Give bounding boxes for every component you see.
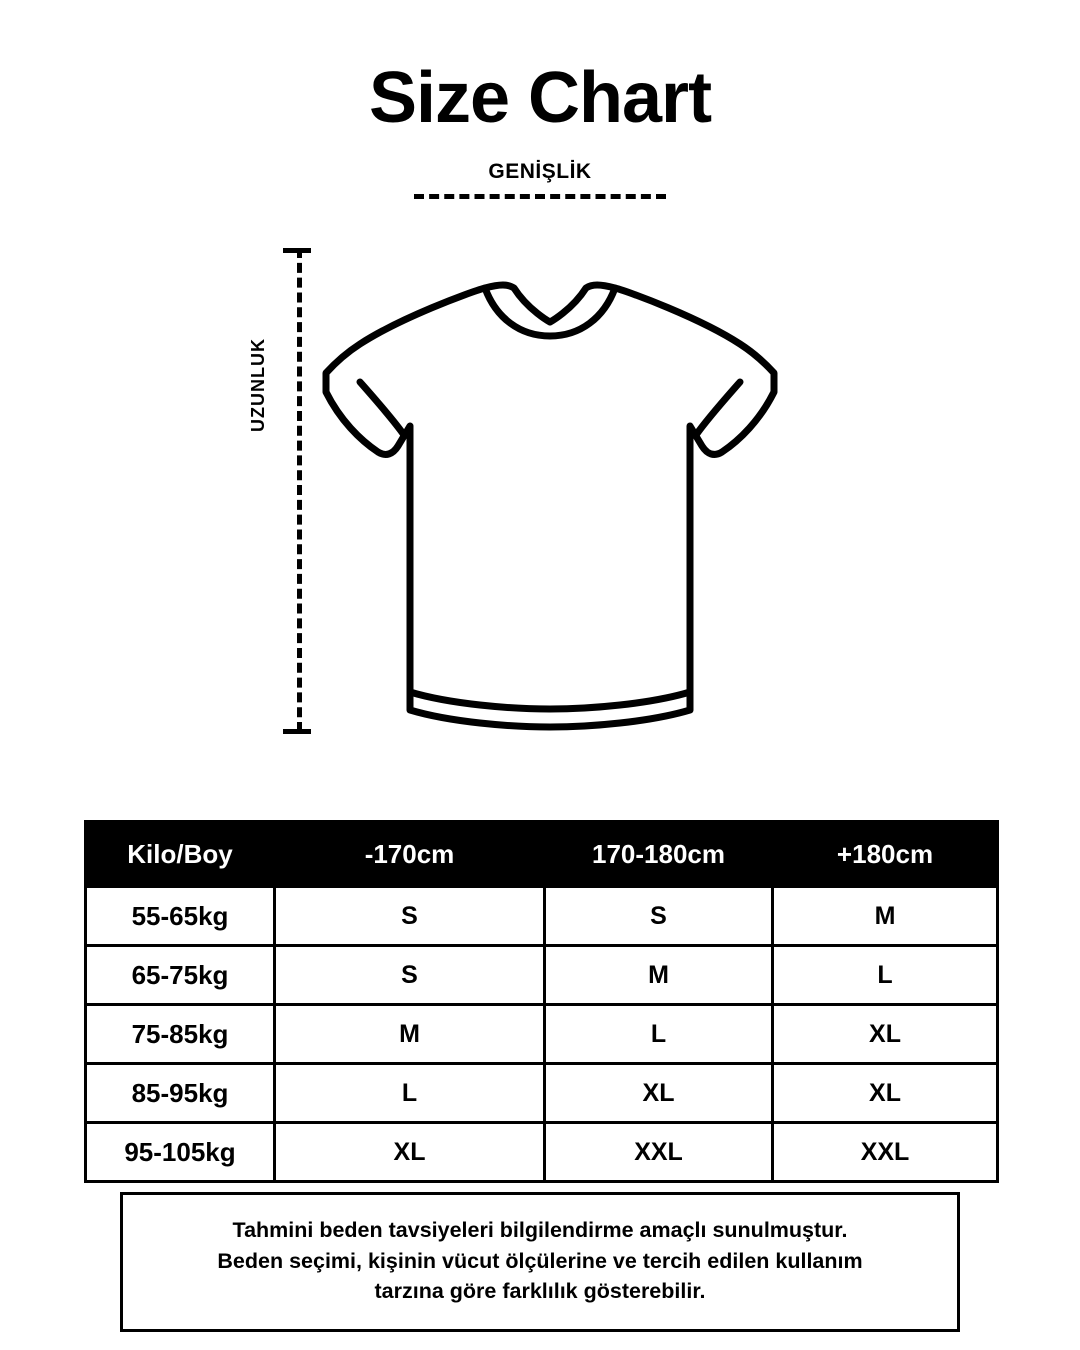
column-header-under-170: -170cm	[275, 822, 545, 887]
table-cell: S	[275, 887, 545, 946]
page-title: Size Chart	[368, 58, 712, 138]
row-header-weight: 55-65kg	[86, 887, 275, 946]
table-cell: S	[545, 887, 773, 946]
disclaimer-line-3: tarzına göre farklılık gösterebilir.	[374, 1279, 706, 1304]
row-header-weight: 75-85kg	[86, 1005, 275, 1064]
table-row	[86, 887, 998, 946]
table-cell: XL	[545, 1064, 773, 1123]
width-dimension-dashed-line	[414, 194, 666, 199]
table-cell: L	[773, 946, 998, 1005]
table-cell: M	[773, 887, 998, 946]
table-row	[86, 1005, 998, 1064]
table-cell: XXL	[545, 1123, 773, 1182]
size-table-container	[84, 820, 996, 1183]
table-cell: S	[275, 946, 545, 1005]
table-row	[86, 946, 998, 1005]
row-header-weight: 85-95kg	[86, 1064, 275, 1123]
column-header-170-180: 170-180cm	[545, 822, 773, 887]
table-cell: L	[545, 1005, 773, 1064]
row-header-weight: 65-75kg	[86, 946, 275, 1005]
tshirt-illustration	[300, 240, 800, 740]
column-header-over-180: +180cm	[773, 822, 998, 887]
width-dimension-label: GENİŞLİK	[488, 160, 592, 183]
column-header-weight-height: Kilo/Boy	[86, 822, 275, 887]
disclaimer-line-1: Tahmini beden tavsiyeleri bilgilendirme amaçlı sunulmuştur.	[232, 1218, 848, 1242]
table-cell: M	[275, 1005, 545, 1064]
disclaimer-note	[120, 1192, 960, 1332]
table-cell: L	[275, 1064, 545, 1123]
table-cell: XXL	[773, 1123, 998, 1182]
table-cell: XL	[773, 1064, 998, 1123]
disclaimer-line-2: Beden seçimi, kişinin vücut ölçülerine ve tercih edilen kullanım	[217, 1248, 863, 1273]
height-dimension-label: UZUNLUK	[248, 338, 268, 432]
table-row	[86, 1064, 998, 1123]
size-table	[84, 820, 999, 1183]
table-header-row	[86, 822, 998, 887]
table-cell: XL	[275, 1123, 545, 1182]
table-row	[86, 1123, 998, 1182]
table-cell: M	[545, 946, 773, 1005]
row-header-weight: 95-105kg	[86, 1123, 275, 1182]
table-cell: XL	[773, 1005, 998, 1064]
